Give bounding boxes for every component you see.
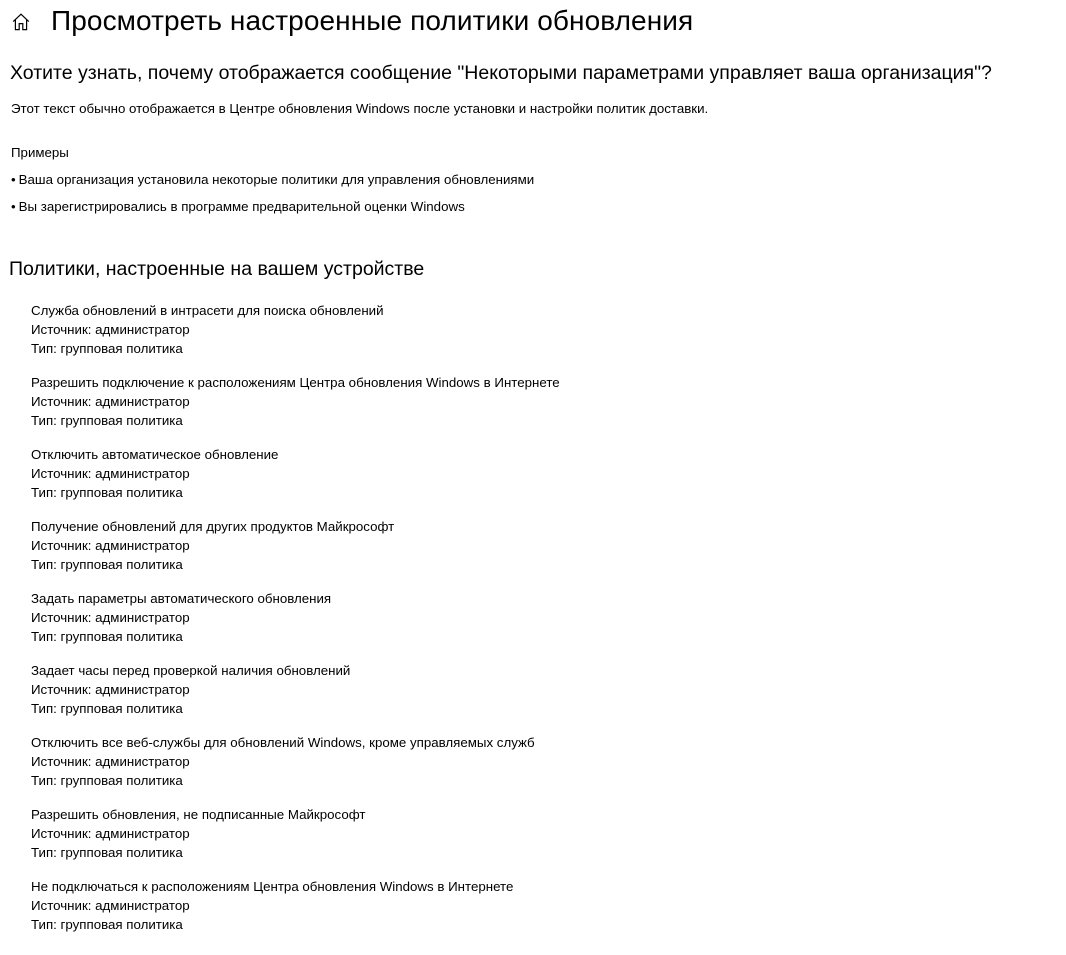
policy-name: Задает часы перед проверкой наличия обновлений bbox=[31, 663, 351, 678]
policy-type: Тип: групповая политика bbox=[31, 629, 183, 644]
policy-type: Тип: групповая политика bbox=[31, 341, 183, 356]
policy-source: Источник: администратор bbox=[31, 754, 190, 769]
policy-source: Источник: администратор bbox=[31, 466, 190, 481]
example-item bbox=[11, 171, 534, 198]
bullet: • bbox=[11, 199, 16, 214]
policy-name: Получение обновлений для других продуктов Майкрософт bbox=[31, 519, 395, 534]
example-item bbox=[11, 198, 534, 225]
policy-name: Отключить все веб-службы для обновлений Windows, кроме управляемых служб bbox=[31, 735, 535, 750]
policies-heading: Политики, настроенные на вашем устройстве bbox=[9, 258, 425, 280]
policy-type: Тип: групповая политика bbox=[31, 413, 183, 428]
policy-item bbox=[31, 373, 560, 445]
policy-name: Отключить автоматическое обновление bbox=[31, 447, 279, 462]
page-header bbox=[0, 0, 1066, 46]
examples-list bbox=[11, 171, 534, 225]
policy-source: Источник: администратор bbox=[31, 322, 190, 337]
policy-source: Источник: администратор bbox=[31, 826, 190, 841]
policy-item bbox=[31, 877, 560, 949]
policy-item bbox=[31, 589, 560, 661]
policy-item bbox=[31, 733, 560, 805]
info-description: Этот текст обычно отображается в Центре обновления Windows после установки и настройки политик доставки. bbox=[11, 101, 709, 116]
policy-list bbox=[31, 301, 560, 949]
policy-name: Задать параметры автоматического обновления bbox=[31, 591, 332, 606]
policy-item bbox=[31, 301, 560, 373]
policy-source: Источник: администратор bbox=[31, 394, 190, 409]
policy-type: Тип: групповая политика bbox=[31, 557, 183, 572]
policy-name: Не подключаться к расположениям Центра обновления Windows в Интернете bbox=[31, 879, 514, 894]
policy-name: Разрешить подключение к расположениям Центра обновления Windows в Интернете bbox=[31, 375, 560, 390]
home-button[interactable] bbox=[8, 9, 34, 35]
policy-name: Служба обновлений в интрасети для поиска обновлений bbox=[31, 303, 384, 318]
policy-source: Источник: администратор bbox=[31, 610, 190, 625]
info-heading: Хотите узнать, почему отображается сообщение "Некоторыми параметрами управляет ваша организация"? bbox=[10, 62, 992, 84]
policy-type: Тип: групповая политика bbox=[31, 485, 183, 500]
example-text: Вы зарегистрировались в программе предварительной оценки Windows bbox=[18, 199, 465, 214]
policy-type: Тип: групповая политика bbox=[31, 845, 183, 860]
policy-item bbox=[31, 517, 560, 589]
policy-type: Тип: групповая политика bbox=[31, 917, 183, 932]
policy-source: Источник: администратор bbox=[31, 682, 190, 697]
policy-item bbox=[31, 661, 560, 733]
home-icon bbox=[11, 12, 31, 32]
policy-source: Источник: администратор bbox=[31, 538, 190, 553]
examples-label: Примеры bbox=[11, 145, 69, 160]
example-text: Ваша организация установила некоторые политики для управления обновлениями bbox=[18, 172, 535, 187]
policy-item bbox=[31, 445, 560, 517]
policy-name: Разрешить обновления, не подписанные Майкрософт bbox=[31, 807, 366, 822]
bullet: • bbox=[11, 172, 16, 187]
policy-type: Тип: групповая политика bbox=[31, 773, 183, 788]
policy-source: Источник: администратор bbox=[31, 898, 190, 913]
policy-item bbox=[31, 805, 560, 877]
page-title: Просмотреть настроенные политики обновления bbox=[51, 5, 694, 36]
policy-type: Тип: групповая политика bbox=[31, 701, 183, 716]
